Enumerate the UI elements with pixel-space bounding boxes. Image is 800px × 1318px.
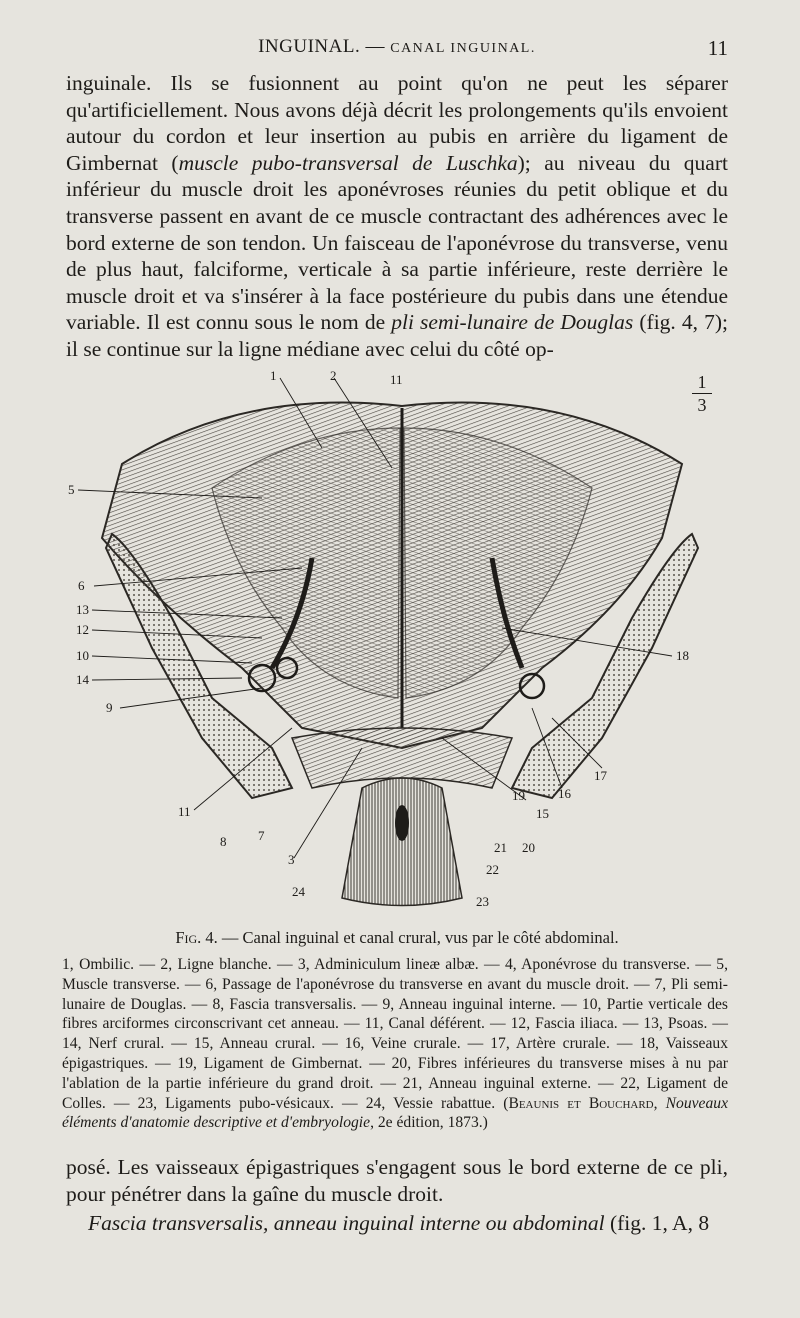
fig-label-8: 8 (220, 834, 227, 849)
fig-label-19: 19 (512, 788, 525, 803)
fig-label-24: 24 (292, 884, 305, 899)
fig-label-1: 1 (270, 368, 277, 383)
fig-label-18: 18 (676, 648, 689, 663)
fig-label-6: 6 (78, 578, 85, 593)
fig-label-14: 14 (76, 672, 89, 687)
fig-label-10: 10 (76, 648, 89, 663)
paragraph-1-text-b: ); au niveau du quart inférieur du muscle droit les aponévroses réunies du petit oblique et du transverse passent en avant de ce muscle contractant des adhérences avec le bord externe de son tendon. Un faisceau de l'aponévrose du transverse, venu de plus haut, falciforme, verticale à sa partie inférieure, reste derrière le muscle droit et va s'insérer à la face postérieure du pubis dans une étendue variable. Il est connu sous le nom de (66, 150, 728, 335)
fig-label-16: 16 (558, 786, 571, 801)
fig-label-17: 17 (594, 768, 607, 783)
legend-separator: , (653, 1094, 666, 1112)
paragraph-1-text-c: (fig. 4, 7); il se continue sur la ligne médiane avec celui du côté op- (66, 310, 729, 361)
figure-legend (62, 955, 728, 1133)
legend-edition: , 2e édition, 1873.) (370, 1114, 488, 1132)
fig-label-15: 15 (536, 806, 549, 821)
fig-label-9: 9 (106, 700, 113, 715)
fig-label-7: 7 (258, 828, 265, 843)
paragraph-2: posé. Les vaisseaux épigastriques s'engagent sous le bord externe de ce pli, pour pénétrer dans la gaîne du muscle droit. (66, 1155, 728, 1206)
fig-label-23: 23 (476, 894, 489, 909)
figure-caption (66, 928, 728, 948)
bladder-reflected (342, 778, 462, 906)
paragraph-1-italic-b: pli semi-lunaire de Douglas (391, 310, 634, 335)
paragraph-3-text: (fig. 1, A, 8 (604, 1211, 710, 1235)
fig-label-13: 13 (76, 602, 89, 617)
figure-number: Fig. 4. (175, 928, 218, 947)
fig-label-21: 21 (494, 840, 507, 855)
paragraph-3-heading: Fascia transversalis, anneau inguinal interne ou abdominal (88, 1211, 605, 1235)
inguinal-canal-engraving (62, 368, 722, 916)
fig-label-11-bottom: 11 (178, 804, 191, 819)
scale-denominator: 3 (697, 395, 707, 415)
paragraph-1-text-a: inguinale. Ils se fusionnent au point qu'on ne peut les séparer qu'artificiellement. Nous avons déjà décrit les prolongements qu'ils envoient autour du cordon et leur insertion au pubis en arrière du ligament de Gimbernat ( (66, 71, 728, 175)
legend-text: 1, Ombilic. — 2, Ligne blanche. — 3, Adminiculum lineæ albæ. — 4, Aponévrose du transverse. — 5, Muscle transverse. — 6, Passage de l'aponévrose du transverse en avant du muscle droit. — 7, Pli semi-lunaire de Douglas. — 8, Fascia transversalis. — 9, Anneau inguinal interne. — 10, Partie verticale des fibres arciformes circonscrivant cet anneau. — 11, Canal déférent. — 12, Fascia iliaca. — 13, Psoas. — 14, Nerf crural. — 15, Anneau crural. — 16, Veine crurale. — 17, Artère crurale. — 18, Vaisseaux épigastriques. — 19, Ligament de Gimbernat. — 20, Fibres inférieures du transverse mises à nu par l'ablation de la partie inférieure du grand droit. — 21, Anneau inguinal externe. — 22, Ligament de Colles. — 23, Ligaments pubo-vésicaux. — 24, Vessie rabattue. ( (62, 956, 728, 1112)
bladder-opening (395, 805, 409, 841)
fig-label-5: 5 (68, 482, 75, 497)
fig-label-11-top: 11 (390, 372, 403, 387)
paragraph-1 (66, 70, 728, 363)
paragraph-1-italic-a: muscle pubo-transversal de Luschka (178, 150, 518, 175)
fig-label-22: 22 (486, 862, 499, 877)
paragraph-3 (66, 1210, 728, 1237)
legend-book-title: Nouveaux éléments d'anatomie descriptive et d'embryologie (62, 1094, 728, 1132)
fig-label-2: 2 (330, 368, 337, 383)
running-title-main: INGUINAL. — (258, 36, 385, 57)
figure-caption-title: — Canal inguinal et canal crural, vus par le côté abdominal. (217, 928, 619, 947)
fig-label-20: 20 (522, 840, 535, 855)
page-header (66, 36, 728, 62)
legend-authors: Beaunis et Bouchard (508, 1094, 654, 1112)
fig-label-12: 12 (76, 622, 89, 637)
running-title (66, 36, 728, 58)
fig-label-3: 3 (288, 852, 295, 867)
anatomical-figure (62, 368, 722, 916)
running-title-sub: CANAL INGUINAL. (390, 41, 536, 56)
page-number: 11 (707, 36, 728, 60)
scale-numerator: 1 (697, 372, 707, 392)
